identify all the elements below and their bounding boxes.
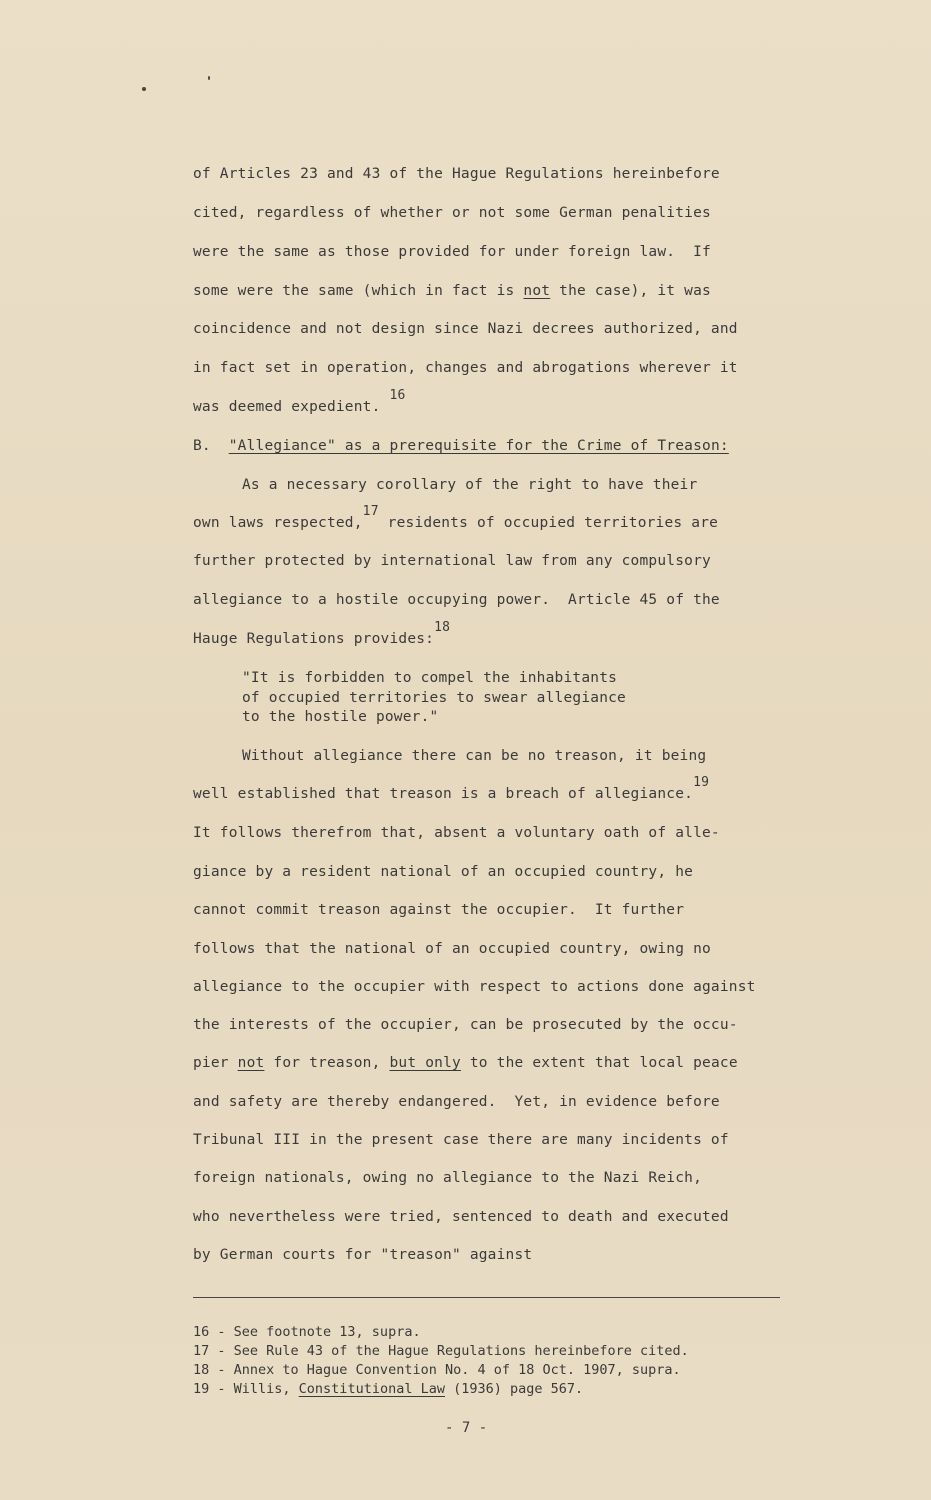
quote-line: of occupied territories to swear allegiance — [242, 690, 626, 706]
text-line: in fact set in operation, changes and abrogations wherever it — [193, 360, 738, 376]
text-line — [193, 282, 711, 300]
text-line: who nevertheless were tried, sentenced to death and executed — [193, 1209, 729, 1225]
text-run: residents of occupied territories are — [378, 515, 719, 531]
text-run: Hauge Regulations provides: — [193, 631, 435, 647]
text-line: of Articles 23 and 43 of the Hague Regulations hereinbefore — [193, 166, 720, 182]
text-run: 19 - Willis, — [193, 1381, 299, 1397]
footnote-ref: 17 — [362, 504, 379, 519]
text-line — [193, 504, 719, 533]
footnote-ref: 16 — [389, 388, 406, 403]
footnote-19 — [193, 1380, 583, 1398]
footnote-ref: 18 — [434, 620, 451, 635]
footnote-16: 16 - See footnote 13, supra. — [193, 1324, 421, 1340]
section-title: "Allegiance" as a prerequisite for the Crime of Treason: — [228, 438, 729, 454]
page-number: - 7 - — [445, 1420, 488, 1436]
footnote-divider — [193, 1297, 780, 1298]
underlined-title: Constitutional Law — [298, 1381, 445, 1397]
underlined-word: not — [237, 1055, 265, 1071]
text-line — [193, 620, 451, 649]
section-heading — [193, 437, 729, 455]
text-run: (1936) page 567. — [444, 1381, 584, 1397]
text-line: Without allegiance there can be no treason, it being — [242, 748, 707, 764]
text-line — [193, 1054, 738, 1072]
text-line: cannot commit treason against the occupier. It further — [193, 902, 685, 918]
text-run: the case), it was — [550, 283, 711, 299]
section-letter: B. — [193, 438, 229, 454]
text-run: well established that treason is a breach of allegiance. — [193, 786, 694, 802]
text-line: Tribunal III in the present case there are many incidents of — [193, 1132, 729, 1148]
quote-line: to the hostile power." — [242, 709, 439, 725]
footnote-17: 17 - See Rule 43 of the Hague Regulations hereinbefore cited. — [193, 1343, 689, 1359]
text-line: the interests of the occupier, can be prosecuted by the occu- — [193, 1017, 738, 1033]
text-line — [193, 775, 710, 804]
underlined-word: but only — [389, 1055, 461, 1071]
text-line: allegiance to a hostile occupying power. Article 45 of the — [193, 592, 720, 608]
text-line: and safety are thereby endangered. Yet, in evidence before — [193, 1094, 720, 1110]
text-line — [193, 388, 406, 417]
text-line: giance by a resident national of an occupied country, he — [193, 864, 694, 880]
text-line: further protected by international law from any compulsory — [193, 553, 711, 569]
text-line: coincidence and not design since Nazi decrees authorized, and — [193, 321, 738, 337]
text-run: was deemed expedient. — [193, 399, 381, 415]
quote-line: "It is forbidden to compel the inhabitants — [242, 670, 618, 686]
text-run: some were the same (which in fact is — [193, 283, 524, 299]
footnote-ref: 19 — [693, 775, 710, 790]
text-line: It follows therefrom that, absent a voluntary oath of alle- — [193, 825, 720, 841]
text-run: pier — [193, 1055, 238, 1071]
text-run: to the extent that local peace — [460, 1055, 738, 1071]
text-line: allegiance to the occupier with respect to actions done against — [193, 979, 756, 995]
text-line: As a necessary corollary of the right to have their — [242, 477, 698, 493]
text-line: foreign nationals, owing no allegiance to the Nazi Reich, — [193, 1170, 702, 1186]
footnote-18: 18 - Annex to Hague Convention No. 4 of 18 Oct. 1907, supra. — [193, 1362, 681, 1378]
text-run: for treason, — [264, 1055, 390, 1071]
text-line: by German courts for "treason" against — [193, 1247, 533, 1263]
text-line: follows that the national of an occupied country, owing no — [193, 941, 711, 957]
ink-speck — [208, 76, 210, 80]
ink-speck — [142, 87, 146, 91]
text-line: cited, regardless of whether or not some German penalities — [193, 205, 711, 221]
text-run: own laws respected, — [193, 515, 363, 531]
underlined-word: not — [523, 283, 551, 299]
text-line: were the same as those provided for under foreign law. If — [193, 244, 711, 260]
